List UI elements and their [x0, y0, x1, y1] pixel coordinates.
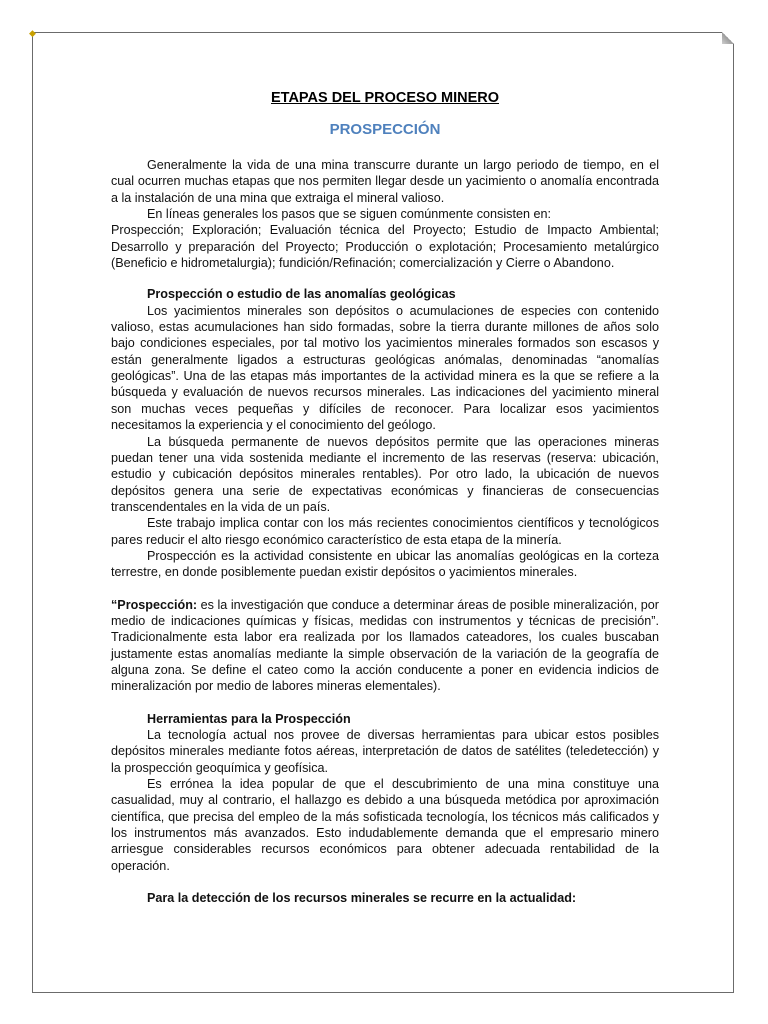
corner-marker-icon: ◆	[29, 28, 36, 38]
section2-heading: Herramientas para la Prospección	[147, 711, 351, 726]
intro-paragraph-3: Prospección; Exploración; Evaluación técnica del Proyecto; Estudio de Impacto Ambiental; Desarrollo y preparación del Proyecto; Producción o explotación; Procesamiento metalúrgico (Beneficio e hidrometalurgia); fundición/Refinación; comercialización y Cierre o Abandono.	[111, 223, 659, 271]
section1-paragraph-1: Los yacimientos minerales son depósitos o acumulaciones de especies con contenido valioso, estas acumulaciones han sido formadas, sobre la tierra durante millones de años solo bajo condiciones especiales, por tal motivo los yacimientos minerales formados son escasos y están generalmente ligados a estructuras geológicas anómalas, denominadas “anomalías geológicas”. Una de las etapas más importantes de la actividad minera es la que se refiere a la búsqueda y evaluación de nuevos recursos minerales. Las indicaciones del yacimiento mineral son muchas veces pequeñas y difíciles de reconocer. Para localizar esos yacimientos necesitamos la experiencia y el conocimiento del geólogo.	[111, 303, 659, 433]
intro-paragraph-2: En líneas generales los pasos que se siguen comúnmente consisten en:	[147, 207, 551, 222]
closing-heading: Para la detección de los recursos minerales se recurre en la actualidad:	[147, 891, 577, 906]
section2-paragraph-1: La tecnología actual nos provee de diversas herramientas para ubicar estos posibles depósitos minerales mediante fotos aéreas, interpretación de datos de satélites (teledetección) y la prospección geoquímica y geofísica.	[111, 728, 659, 775]
page-corner-fold	[722, 32, 734, 44]
section1-paragraph-4: Prospección es la actividad consistente en ubicar las anomalías geológicas en la corteza terrestre, en donde posiblemente puedan existir depósitos o yacimientos minerales.	[111, 548, 659, 580]
section-subtitle: PROSPECCIÓN	[329, 121, 441, 138]
intro-paragraph-1: Generalmente la vida de una mina transcurre durante un largo periodo de tiempo, en el cual ocurren muchas etapas que nos permiten llegar desde un yacimiento o anomalía encontrada a la instalación de una mina que extraiga el mineral valioso.	[111, 158, 659, 205]
page-content	[111, 89, 659, 906]
definition-paragraph	[111, 597, 659, 695]
definition-text: es la investigación que conduce a determinar áreas de posible mineralización, por medio de indicaciones químicas y físicas, medidas con instrumentos y técnicas de precisión”. Tradicionalmente esta labor era realizada por los llamados cateadores, los cuales buscaban justamente estas anomalías mediante la simple observación de la variación de la geografía de alguna zona. Se define el cateo como la acción conducente a poner en evidencia indicios de mineralización por medio de labores mineras elementales).	[111, 597, 659, 694]
document-page	[29, 28, 734, 993]
section1-paragraph-3: Este trabajo implica contar con los más recientes conocimientos científicos y tecnológicos pares reducir el alto riesgo económico característico de esta etapa de la minería.	[111, 516, 659, 547]
section2-paragraph-2: Es errónea la idea popular de que el descubrimiento de una mina constituye una casualidad, muy al contrario, el hallazgo es debido a una búsqueda metódica por aproximación científica, que precisa del empleo de la más sofisticada tecnología, los técnicos más calificados y los instrumentos más avanzados. Esto indudablemente demanda que el empresario minero arriesgue considerables recursos económicos para obtener adecuada rentabilidad de la operación.	[111, 777, 659, 873]
document-title: ETAPAS DEL PROCESO MINERO	[271, 90, 499, 106]
definition-lead: “Prospección:	[111, 597, 198, 612]
section1-paragraph-2: La búsqueda permanente de nuevos depósitos permite que las operaciones mineras puedan tener una vida sostenida mediante el incremento de las reservas (reserva: ubicación, estudio y cubicación depósitos minerales rentables). Por otro lado, la ubicación de nuevos depósitos genera una serie de expectativas económicas y financieras de consecuencias transcendentales en la vida de un país.	[111, 434, 659, 514]
section1-heading: Prospección o estudio de las anomalías geológicas	[147, 287, 456, 302]
